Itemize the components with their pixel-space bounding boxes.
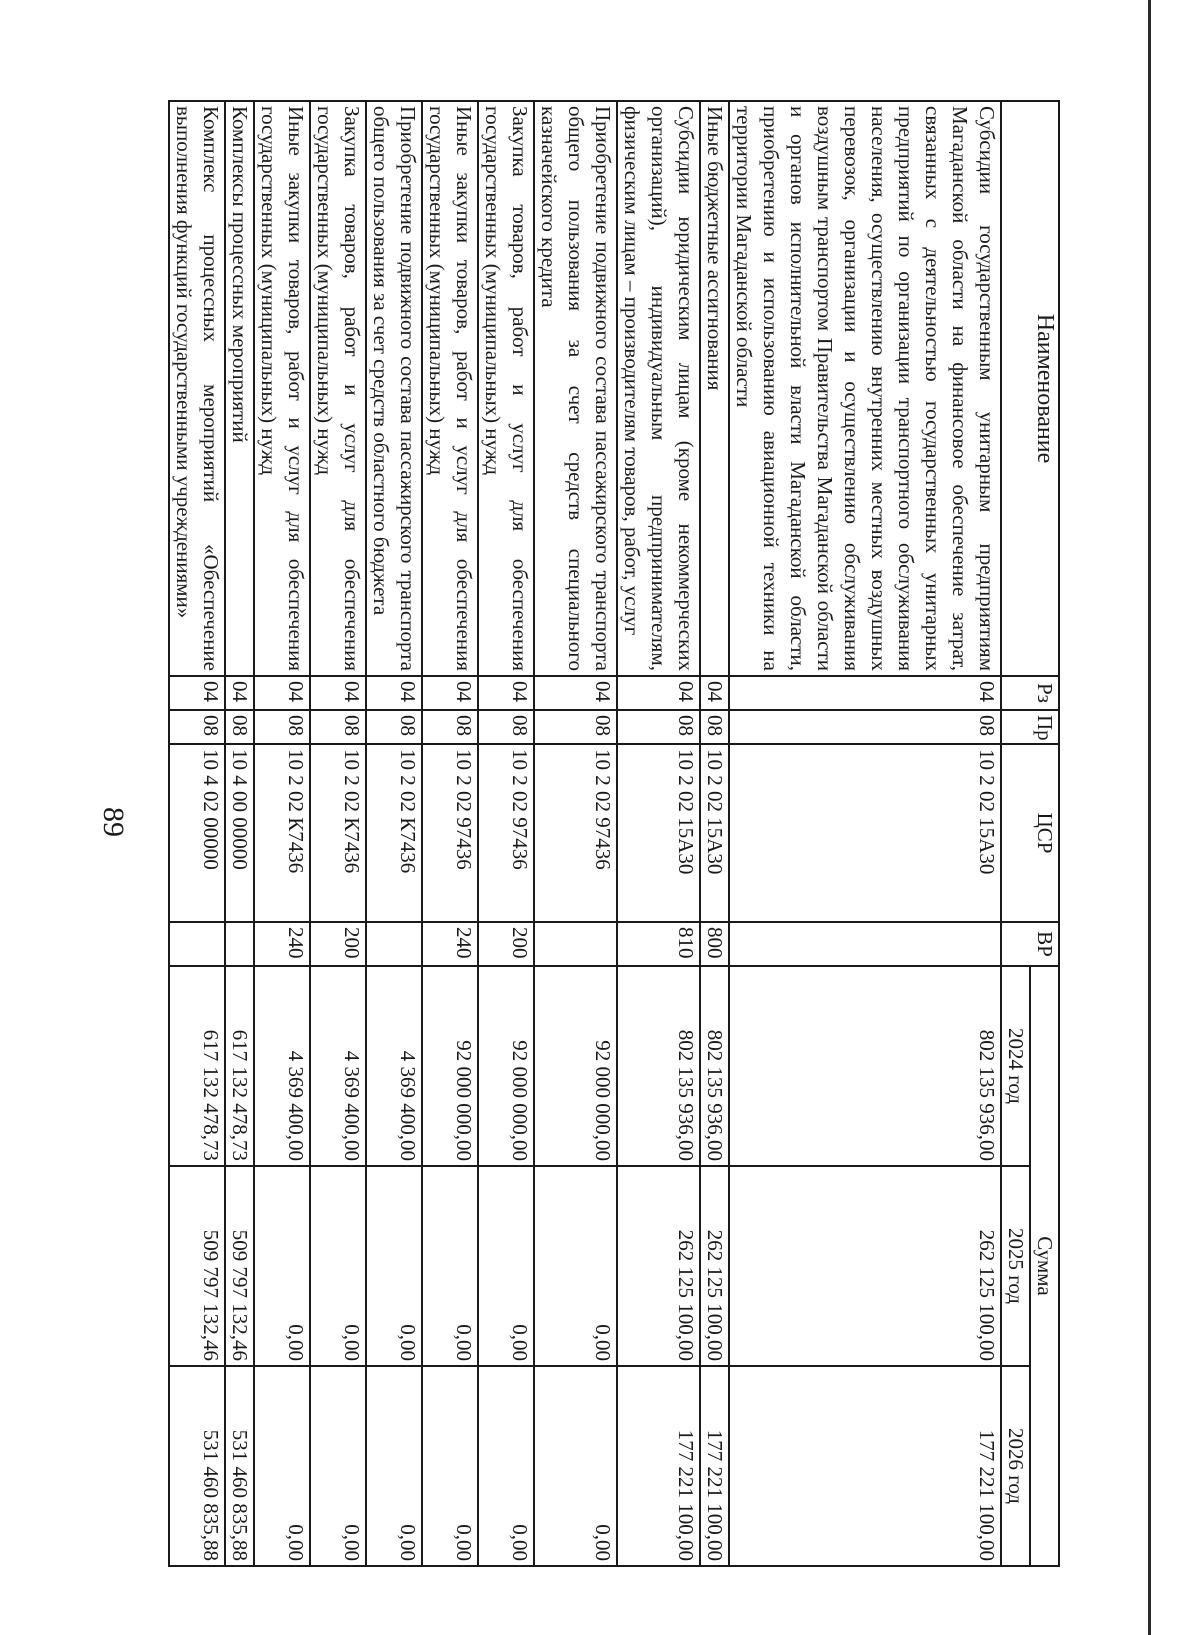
table-row <box>729 101 1001 1566</box>
row-vr: 800 <box>700 922 729 966</box>
row-pr: 08 <box>366 710 422 744</box>
row-vr <box>729 922 1001 966</box>
row-vr: 200 <box>478 922 534 966</box>
row-amount-2024: 92 000 000,00 <box>422 966 478 1166</box>
row-name: Закупка товаров, работ и услуг для обеспечения государственных (муниципальных) нужд <box>310 101 366 676</box>
row-amount-2026: 0,00 <box>422 1366 478 1566</box>
row-amount-2024: 802 135 936,00 <box>729 966 1001 1166</box>
row-rz: 04 <box>310 676 366 710</box>
row-name: Комплексы процессных мероприятий <box>225 101 254 676</box>
row-amount-2024: 4 369 400,00 <box>366 966 422 1166</box>
row-rz: 04 <box>534 676 617 710</box>
row-pr: 08 <box>310 710 366 744</box>
row-csr: 10 2 02 97436 <box>478 744 534 922</box>
row-pr: 08 <box>617 710 700 744</box>
row-amount-2024: 4 369 400,00 <box>310 966 366 1166</box>
header-rz: Рз <box>1001 676 1059 710</box>
row-vr <box>534 922 617 966</box>
row-amount-2024: 92 000 000,00 <box>478 966 534 1166</box>
row-rz: 04 <box>169 676 225 710</box>
row-amount-2026: 177 221 100,00 <box>617 1366 700 1566</box>
header-year-2026: 2026 год <box>1001 1366 1030 1566</box>
table-row <box>225 101 254 1566</box>
page-number: 89 <box>97 807 130 837</box>
scan-edge-line <box>1148 0 1151 1635</box>
row-amount-2024: 4 369 400,00 <box>254 966 310 1166</box>
row-amount-2024: 92 000 000,00 <box>534 966 617 1166</box>
row-name: Приобретение подвижного состава пассажирского транспорта общего пользования за счет средств специального казначейского кредита <box>534 101 617 676</box>
row-amount-2024: 617 132 478,73 <box>169 966 225 1166</box>
row-name: Комплекс процессных мероприятий «Обеспечение выполнения функций государственными учреждениями» <box>169 101 225 676</box>
row-name: Иные закупки товаров, работ и услуг для обеспечения государственных (муниципальных) нужд <box>422 101 478 676</box>
row-amount-2025: 0,00 <box>478 1166 534 1366</box>
row-pr: 08 <box>254 710 310 744</box>
rotated-page-content <box>172 100 1060 1565</box>
row-vr <box>225 922 254 966</box>
row-csr: 10 2 02 15А30 <box>617 744 700 922</box>
row-amount-2025: 0,00 <box>366 1166 422 1366</box>
table-row <box>478 101 534 1566</box>
header-csr: ЦСР <box>1001 744 1059 922</box>
header-year-2024: 2024 год <box>1001 966 1030 1166</box>
row-rz: 04 <box>254 676 310 710</box>
row-amount-2026: 177 221 100,00 <box>729 1366 1001 1566</box>
row-csr: 10 2 02 К7436 <box>254 744 310 922</box>
header-pr: Пр <box>1001 710 1059 744</box>
row-amount-2026: 0,00 <box>254 1366 310 1566</box>
row-rz: 04 <box>422 676 478 710</box>
row-csr: 10 2 02 97436 <box>422 744 478 922</box>
row-csr: 10 2 02 15А30 <box>729 744 1001 922</box>
row-csr: 10 4 02 00000 <box>169 744 225 922</box>
budget-table <box>168 100 1060 1567</box>
table-row <box>310 101 366 1566</box>
table-row <box>169 101 225 1566</box>
row-vr: 240 <box>254 922 310 966</box>
row-pr: 08 <box>422 710 478 744</box>
row-amount-2025: 509 797 132,46 <box>169 1166 225 1366</box>
row-name: Субсидии юридическим лицам (кроме некоммерческих организаций), индивидуальным предпринимателям, физическим лицам – производителям товаров, работ, услуг <box>617 101 700 676</box>
row-pr: 08 <box>700 710 729 744</box>
table-header-row <box>1030 101 1059 1566</box>
row-csr: 10 4 00 00000 <box>225 744 254 922</box>
row-amount-2025: 262 125 100,00 <box>617 1166 700 1366</box>
table-row <box>254 101 310 1566</box>
row-csr: 10 2 02 15А30 <box>700 744 729 922</box>
header-sum: Сумма <box>1030 966 1059 1566</box>
header-year-2025: 2025 год <box>1001 1166 1030 1366</box>
row-name: Иные закупки товаров, работ и услуг для обеспечения государственных (муниципальных) нужд <box>254 101 310 676</box>
header-name: Наименование <box>1001 101 1059 676</box>
row-amount-2025: 0,00 <box>310 1166 366 1366</box>
row-amount-2026: 0,00 <box>366 1366 422 1566</box>
row-pr: 08 <box>729 710 1001 744</box>
row-vr <box>169 922 225 966</box>
row-vr <box>366 922 422 966</box>
row-csr: 10 2 02 К7436 <box>310 744 366 922</box>
row-amount-2025: 0,00 <box>422 1166 478 1366</box>
row-pr: 08 <box>534 710 617 744</box>
row-amount-2024: 802 135 936,00 <box>700 966 729 1166</box>
table-body <box>169 101 1001 1566</box>
row-amount-2024: 617 132 478,73 <box>225 966 254 1166</box>
row-vr: 810 <box>617 922 700 966</box>
row-rz: 04 <box>617 676 700 710</box>
row-amount-2025: 0,00 <box>534 1166 617 1366</box>
row-amount-2026: 0,00 <box>534 1366 617 1566</box>
header-vr: ВР <box>1001 922 1059 966</box>
row-amount-2026: 0,00 <box>310 1366 366 1566</box>
row-name: Закупка товаров, работ и услуг для обеспечения государственных (муниципальных) нужд <box>478 101 534 676</box>
row-csr: 10 2 02 К7436 <box>366 744 422 922</box>
row-pr: 08 <box>225 710 254 744</box>
row-amount-2026: 0,00 <box>478 1366 534 1566</box>
row-pr: 08 <box>478 710 534 744</box>
row-amount-2025: 262 125 100,00 <box>700 1166 729 1366</box>
row-name: Иные бюджетные ассигнования <box>700 101 729 676</box>
row-amount-2024: 802 135 936,00 <box>617 966 700 1166</box>
row-name: Приобретение подвижного состава пассажирского транспорта общего пользования за счет средств областного бюджета <box>366 101 422 676</box>
row-rz: 04 <box>366 676 422 710</box>
row-pr: 08 <box>169 710 225 744</box>
row-amount-2025: 262 125 100,00 <box>729 1166 1001 1366</box>
row-csr: 10 2 02 97436 <box>534 744 617 922</box>
row-amount-2026: 531 460 835,88 <box>169 1366 225 1566</box>
row-amount-2026: 177 221 100,00 <box>700 1366 729 1566</box>
row-rz: 04 <box>478 676 534 710</box>
table-row <box>617 101 700 1566</box>
table-row <box>422 101 478 1566</box>
table-row <box>700 101 729 1566</box>
row-amount-2025: 509 797 132,46 <box>225 1166 254 1366</box>
row-vr: 200 <box>310 922 366 966</box>
row-rz: 04 <box>700 676 729 710</box>
row-amount-2025: 0,00 <box>254 1166 310 1366</box>
table-row <box>534 101 617 1566</box>
row-vr: 240 <box>422 922 478 966</box>
row-rz: 04 <box>225 676 254 710</box>
table-row <box>366 101 422 1566</box>
row-name: Субсидии государственным унитарным предприятиям Магаданской области на финансовое обеспечение затрат, связанных с деятельностью государственных унитарных предприятий по организации транспортного обслуживания населения, осуществлению внутренних местных воздушных перевозок, организации и осуществлению обслуживания воздушным транспортом Правительства Магаданской области и органов исполнительной власти Магаданской области, приобретению и использованию авиационной техники на территории Магаданской области <box>729 101 1001 676</box>
row-rz: 04 <box>729 676 1001 710</box>
row-amount-2026: 531 460 835,88 <box>225 1366 254 1566</box>
